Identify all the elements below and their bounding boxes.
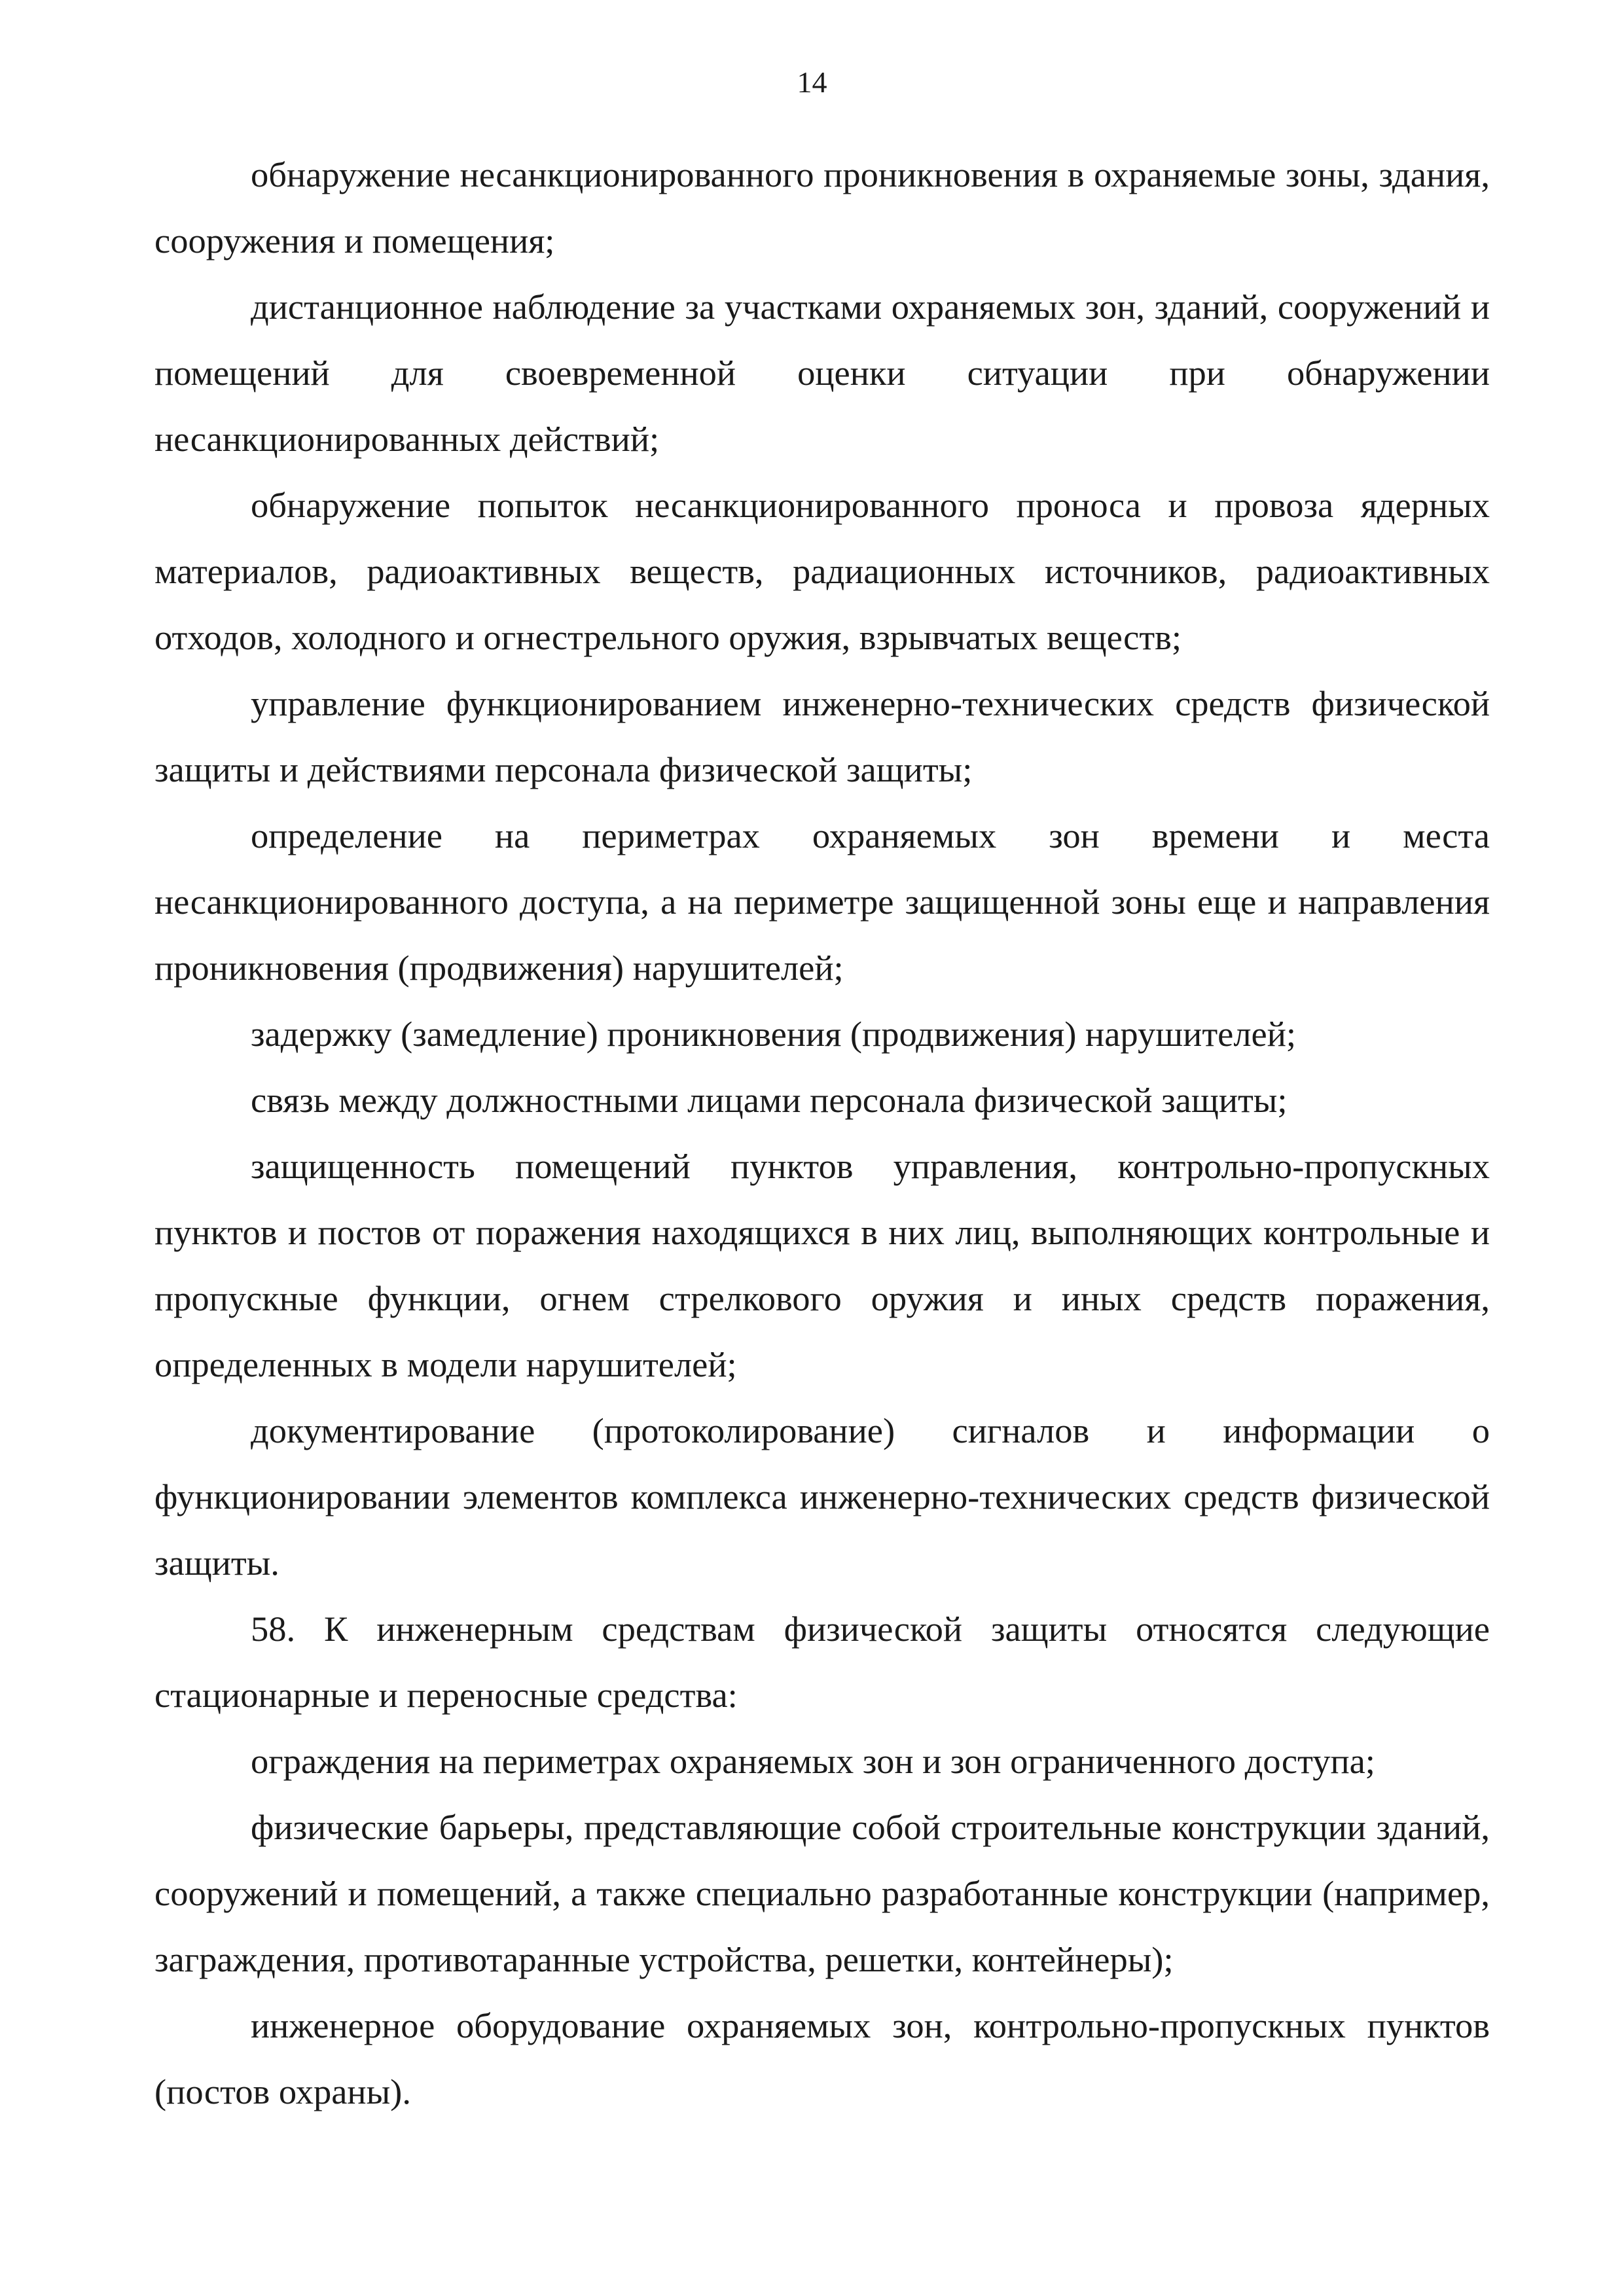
- paragraph-protection-posts: защищенность помещений пунктов управления, контрольно-пропускных пунктов и постов от поражения находящихся в них лиц, выполняющих контрольные и пропускные функции, огнем стрелкового оружия и иных средств поражения, определенных в модели нарушителей;: [154, 1146, 1490, 1384]
- paragraph-detection-smuggling: обнаружение попыток несанкционированного проноса и провоза ядерных материалов, радиоактивных веществ, радиационных источников, радиоактивных отходов, холодного и огнестрельного оружия, взрывчатых веществ;: [154, 485, 1490, 657]
- paragraph-documentation: документирование (протоколирование) сигналов и информации о функционировании элементов комплекса инженерно-технических средств физической защиты.: [154, 1410, 1490, 1583]
- document-body: [154, 141, 1490, 2125]
- paragraph-delay-intruders: задержку (замедление) проникновения (продвижения) нарушителей;: [251, 1014, 1297, 1054]
- paragraph-control-management: управление функционированием инженерно-технических средств физической защиты и действиями персонала физической защиты;: [154, 683, 1490, 789]
- paragraph-detection-intrusion: обнаружение несанкционированного проникновения в охраняемые зоны, здания, сооружения и помещения;: [154, 154, 1490, 260]
- paragraph-item-58: 58. К инженерным средствам физической защиты относятся следующие стационарные и переносные средства:: [154, 1609, 1490, 1715]
- page-number: 14: [797, 65, 827, 99]
- paragraph-communication: связь между должностными лицами персонала физической защиты;: [251, 1080, 1288, 1120]
- paragraph-engineering-equipment: инженерное оборудование охраняемых зон, контрольно-пропускных пунктов (постов охраны).: [154, 2005, 1490, 2111]
- paragraph-physical-barriers: физические барьеры, представляющие собой строительные конструкции зданий, сооружений и помещений, а также специально разработанные конструкции (например, заграждения, противотаранные устройства, решетки, контейнеры);: [154, 1807, 1490, 1979]
- paragraph-remote-surveillance: дистанционное наблюдение за участками охраняемых зон, зданий, сооружений и помещений для своевременной оценки ситуации при обнаружении несанкционированных действий;: [154, 287, 1490, 459]
- paragraph-access-location: определение на периметрах охраняемых зон времени и места несанкционированного доступа, а на периметре защищенной зоны еще и направления проникновения (продвижения) нарушителей;: [154, 816, 1490, 988]
- paragraph-fences: ограждения на периметрах охраняемых зон и зон ограниченного доступа;: [251, 1741, 1375, 1781]
